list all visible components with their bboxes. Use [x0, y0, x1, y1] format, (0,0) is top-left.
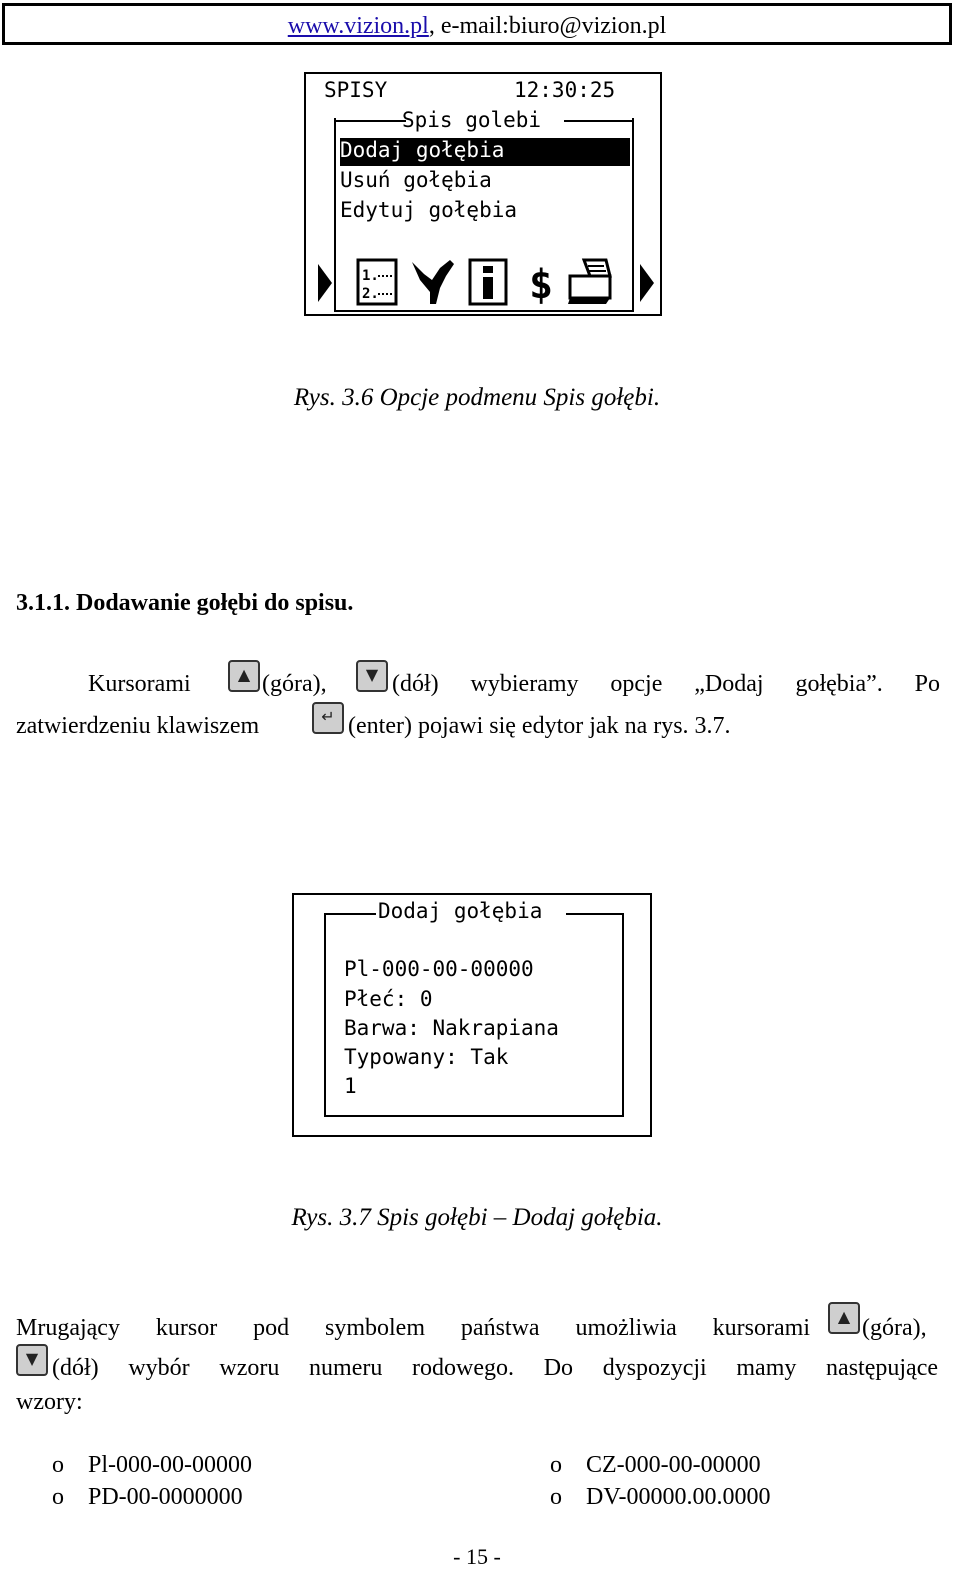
- lcd-screen-dodaj: [292, 893, 652, 1137]
- typed-field[interactable]: Typowany: Tak: [344, 1045, 509, 1069]
- bird-icon[interactable]: [410, 258, 456, 306]
- pattern-item: DV-00000.00.0000: [586, 1484, 771, 1510]
- para2-line2: (dół) wybór wzoru numeru rodowego. Do dyspozycji mamy następujące: [52, 1355, 938, 1381]
- menu-item-remove[interactable]: Usuń gołębia: [340, 168, 492, 192]
- para1-text-editor: (enter) pojawi się edytor jak na rys. 3.7.: [348, 713, 731, 739]
- para1-word-gora: (góra),: [262, 671, 327, 697]
- editor-title: Dodaj gołębia: [378, 899, 543, 923]
- bullet-marker: o: [52, 1452, 64, 1478]
- enter-key-icon: ↵: [312, 702, 344, 734]
- page-header: [2, 3, 952, 45]
- lcd-screen-spisy: [304, 72, 662, 316]
- header-separator: ,: [428, 13, 435, 39]
- figure-caption-3-7: Rys. 3.7 Spis gołębi – Dodaj gołębia.: [291, 1204, 663, 1231]
- count-field: 1: [344, 1074, 357, 1098]
- up-key-icon: ▲: [828, 1302, 860, 1334]
- bullet-marker: o: [550, 1452, 562, 1478]
- figure-caption-3-6: Rys. 3.6 Opcje podmenu Spis gołębi.: [293, 384, 661, 411]
- down-key-icon: ▼: [356, 660, 388, 692]
- svg-text:2.: 2.: [362, 286, 379, 302]
- svg-text:$: $: [529, 262, 554, 306]
- pattern-item: Pl-000-00-00000: [88, 1452, 252, 1478]
- sex-field[interactable]: Płeć: 0: [344, 987, 433, 1011]
- ring-number-field[interactable]: Pl-000-00-00000: [344, 957, 534, 981]
- menu-item-add[interactable]: Dodaj gołębia: [340, 138, 505, 162]
- pattern-item: PD-00-0000000: [88, 1484, 243, 1510]
- icon-bar: [316, 256, 654, 308]
- dollar-icon[interactable]: [528, 258, 554, 306]
- bullet-marker: o: [550, 1484, 562, 1510]
- svg-text:1.: 1.: [362, 268, 379, 284]
- para2-line3: wzory:: [16, 1389, 83, 1415]
- info-icon[interactable]: [468, 258, 508, 306]
- menu-title: Spis golebi: [402, 108, 542, 132]
- down-key-icon: ▼: [16, 1344, 48, 1376]
- bullet-marker: o: [52, 1484, 64, 1510]
- para2-line1: Mrugający kursor pod symbolem państwa umożliwia kursorami: [16, 1315, 810, 1341]
- list-icon[interactable]: [356, 258, 398, 306]
- color-field[interactable]: Barwa: Nakrapiana: [344, 1016, 559, 1040]
- printer-icon[interactable]: [566, 258, 614, 306]
- para1-word-kursorami: Kursorami: [88, 671, 191, 697]
- up-key-icon: ▲: [228, 660, 260, 692]
- website-link[interactable]: www.vizion.pl: [287, 13, 429, 39]
- arrow-left-icon[interactable]: [316, 262, 334, 304]
- para1-text-select: (dół) wybieramy opcje „Dodaj gołębia”. Po: [392, 671, 940, 697]
- page-number: - 15 -: [453, 1544, 501, 1569]
- screen-time: 12:30:25: [514, 78, 616, 102]
- header-email: e-mail:biuro@vizion.pl: [440, 13, 667, 39]
- para1-text-confirm: zatwierdzeniu klawiszem: [16, 713, 260, 739]
- pattern-item: CZ-000-00-00000: [586, 1452, 761, 1478]
- section-heading: 3.1.1. Dodawanie gołębi do spisu.: [16, 590, 354, 616]
- arrow-right-icon[interactable]: [638, 262, 656, 304]
- menu-item-edit[interactable]: Edytuj gołębia: [340, 198, 518, 222]
- editor-frame: [324, 913, 624, 1117]
- para2-line1-end: (góra),: [862, 1315, 927, 1341]
- screen-title: SPISY: [324, 78, 388, 102]
